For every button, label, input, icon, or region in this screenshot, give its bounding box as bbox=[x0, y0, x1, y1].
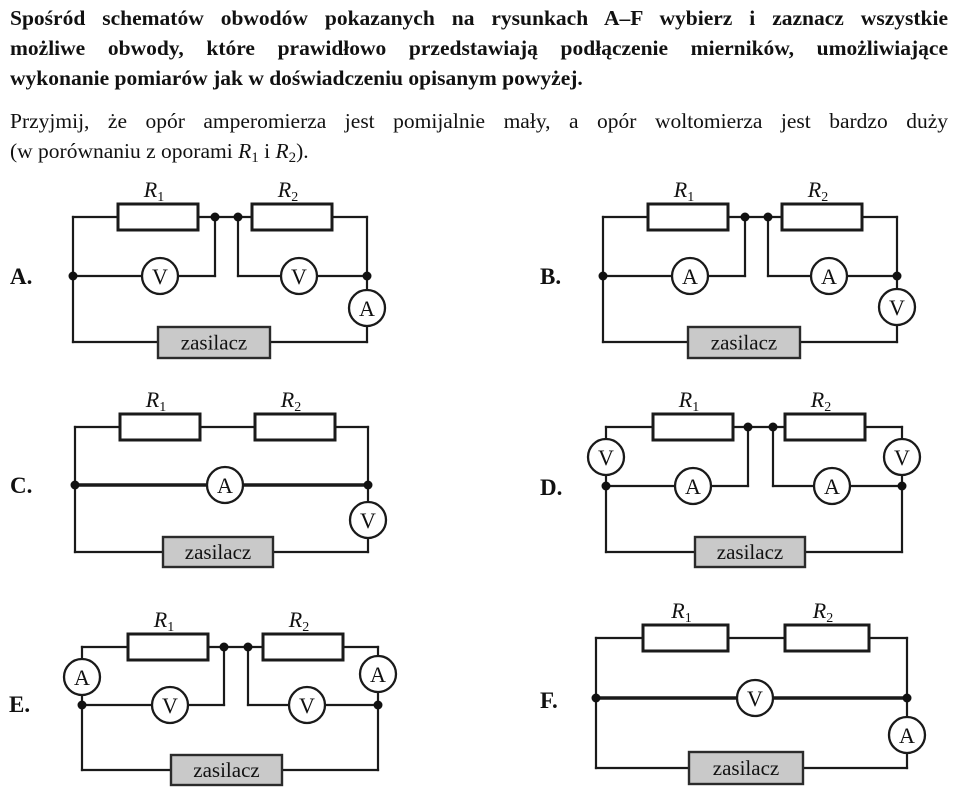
junction-dot bbox=[364, 481, 373, 490]
resistor-label: R2 bbox=[807, 177, 829, 205]
resistor-label: R1 bbox=[143, 177, 165, 205]
resistor-box bbox=[648, 204, 728, 230]
circuit-option-label: D. bbox=[540, 475, 563, 500]
circuit-option-label: B. bbox=[540, 264, 562, 289]
meter-letter: V bbox=[598, 445, 614, 470]
resistor-label: R1 bbox=[145, 387, 167, 415]
resistor-label: R1 bbox=[671, 598, 692, 626]
junction-dot bbox=[244, 643, 253, 652]
resistor-label: R2 bbox=[812, 598, 834, 626]
meter-letter: A bbox=[370, 662, 386, 687]
junction-dot bbox=[71, 481, 80, 490]
power-supply-label: zasilacz bbox=[193, 758, 260, 782]
resistor-label: R1 bbox=[673, 177, 695, 205]
junction-dot bbox=[220, 643, 229, 652]
resistor-box bbox=[653, 414, 733, 440]
resistor-r1-symbol: R bbox=[238, 139, 252, 163]
circuit-D bbox=[540, 387, 920, 567]
junction-dot bbox=[363, 272, 372, 281]
circuit-diagrams bbox=[0, 176, 960, 801]
resistor-label: R2 bbox=[280, 387, 302, 415]
meter-letter: A bbox=[821, 264, 837, 289]
note-line-2-mid: i bbox=[258, 139, 276, 163]
resistor-box bbox=[263, 634, 343, 660]
junction-dot bbox=[599, 272, 608, 281]
resistor-label: R2 bbox=[288, 607, 310, 635]
junction-dot bbox=[898, 482, 907, 491]
junction-dot bbox=[602, 482, 611, 491]
junction-dot bbox=[744, 423, 753, 432]
note-line-2-text: (w porównaniu z oporami bbox=[10, 139, 239, 163]
meter-letter: V bbox=[889, 295, 905, 320]
resistor-r2-subscript: 2 bbox=[288, 150, 297, 166]
resistor-label: R1 bbox=[678, 387, 700, 415]
resistor-box bbox=[782, 204, 862, 230]
circuit-C bbox=[10, 387, 386, 567]
resistor-box bbox=[785, 414, 865, 440]
resistor-box bbox=[128, 634, 208, 660]
circuit-E bbox=[9, 607, 396, 785]
meter-letter: A bbox=[824, 474, 840, 499]
resistor-label: R2 bbox=[277, 177, 299, 205]
junction-dot bbox=[69, 272, 78, 281]
circuit-option-label: C. bbox=[10, 473, 33, 498]
meter-letter: A bbox=[685, 474, 701, 499]
junction-dot bbox=[903, 694, 912, 703]
note-line-2-end: ). bbox=[296, 139, 309, 163]
power-supply-label: zasilacz bbox=[710, 330, 778, 355]
meter-letter: A bbox=[359, 296, 375, 321]
junction-dot bbox=[769, 423, 778, 432]
power-supply-label: zasilacz bbox=[716, 540, 784, 564]
resistor-r1-subscript: 1 bbox=[251, 150, 259, 166]
junction-dot bbox=[374, 701, 383, 710]
question-line-3: wykonanie pomiarów jak w doświadczeniu opisanym powyżej. bbox=[10, 66, 583, 90]
resistor-box bbox=[118, 204, 198, 230]
resistor-r2-symbol: R bbox=[275, 139, 289, 163]
circuit-F bbox=[540, 598, 925, 784]
junction-dot bbox=[592, 694, 601, 703]
junction-dot bbox=[893, 272, 902, 281]
resistor-box bbox=[252, 204, 332, 230]
resistor-box bbox=[643, 625, 728, 651]
note-line-2 bbox=[10, 136, 948, 173]
circuit-B bbox=[540, 177, 915, 358]
junction-dot bbox=[211, 213, 220, 222]
power-supply-label: zasilacz bbox=[184, 540, 252, 564]
assumption-note bbox=[10, 106, 948, 173]
circuit-option-label: F. bbox=[540, 688, 558, 713]
meter-letter: V bbox=[299, 693, 315, 718]
junction-dot bbox=[741, 213, 750, 222]
resistor-label: R2 bbox=[810, 387, 832, 415]
meter-letter: A bbox=[682, 264, 698, 289]
meter-letter: A bbox=[74, 665, 90, 690]
question-text bbox=[10, 3, 948, 93]
meter-letter: A bbox=[217, 473, 233, 498]
junction-dot bbox=[78, 701, 87, 710]
circuit-A bbox=[10, 177, 385, 358]
note-line-1: Przyjmij, że opór amperomierza jest pomijalnie mały, a opór woltomierza jest bardzo duży bbox=[10, 109, 948, 133]
junction-dot bbox=[234, 213, 243, 222]
resistor-box bbox=[785, 625, 869, 651]
meter-letter: V bbox=[291, 264, 307, 289]
meter-letter: V bbox=[894, 445, 910, 470]
resistor-label: R1 bbox=[153, 607, 175, 635]
circuit-option-label: E. bbox=[9, 692, 31, 717]
junction-dot bbox=[764, 213, 773, 222]
meter-letter: V bbox=[747, 686, 763, 711]
meter-letter: V bbox=[152, 264, 168, 289]
resistor-box bbox=[120, 414, 200, 440]
circuit-option-label: A. bbox=[10, 264, 33, 289]
power-supply-label: zasilacz bbox=[180, 330, 248, 355]
question-line-2: możliwe obwody, które prawidłowo przedstawiają podłączenie mierników, umożliwiające bbox=[10, 36, 948, 60]
question-block bbox=[10, 3, 948, 173]
meter-letter: V bbox=[360, 508, 376, 533]
meter-letter: V bbox=[162, 693, 178, 718]
resistor-box bbox=[255, 414, 335, 440]
question-line-1: Spośród schematów obwodów pokazanych na rysunkach A–F wybierz i zaznacz wszystkie bbox=[10, 6, 948, 30]
meter-letter: A bbox=[899, 723, 915, 748]
power-supply-label: zasilacz bbox=[712, 756, 780, 780]
